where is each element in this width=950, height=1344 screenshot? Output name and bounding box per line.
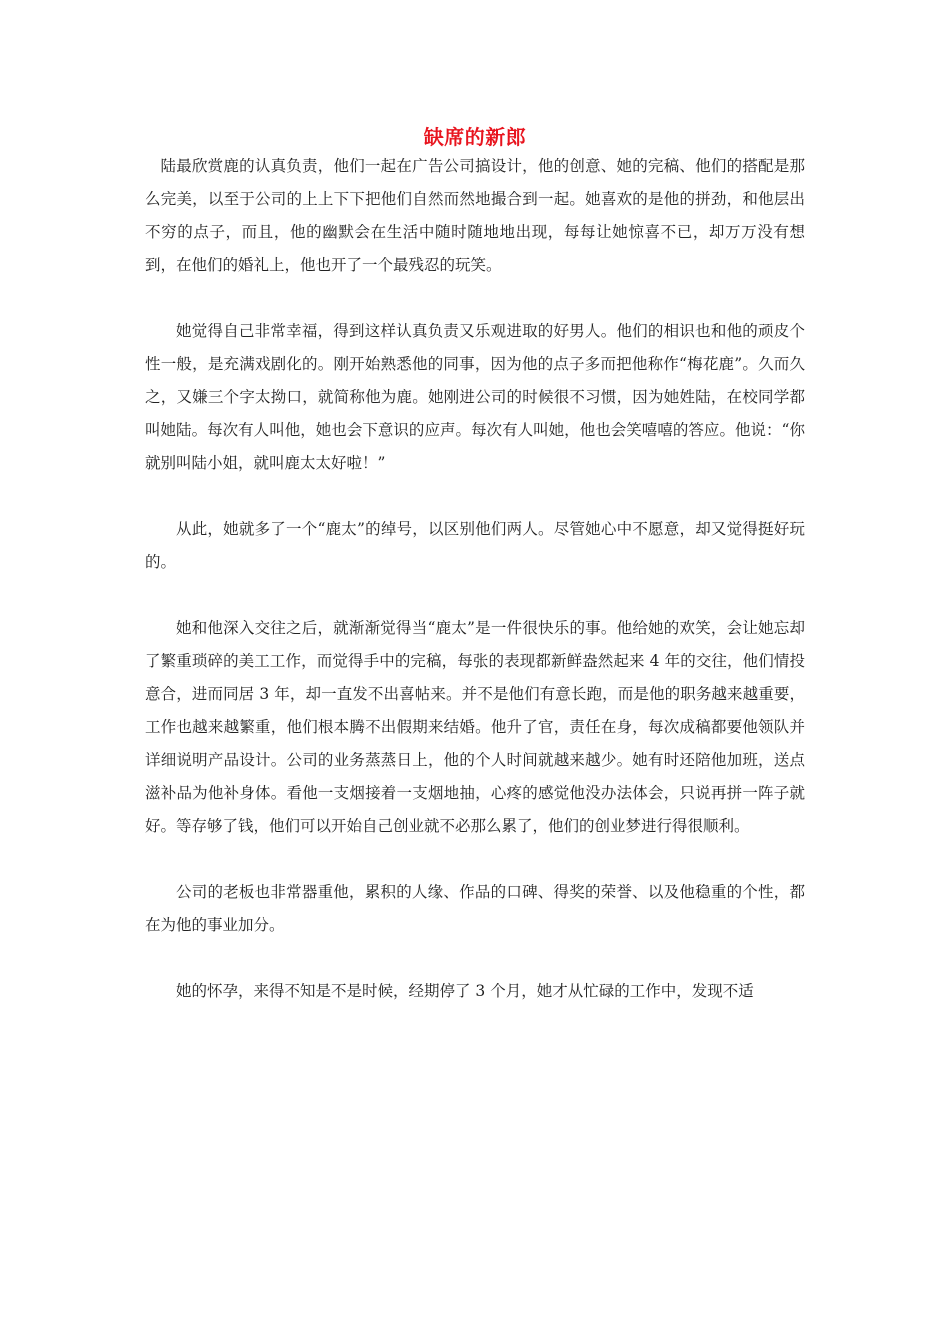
paragraph: 她觉得自己非常幸福，得到这样认真负责又乐观进取的好男人。他们的相识也和他的顽皮个性一般，是充满戏剧化的。刚开始熟悉他的同事，因为他的点子多而把他称作“梅花鹿”。久而久之，又嫌三个字太拗口，就简称他为鹿。她刚进公司的时候很不习惯，因为她姓陆，在校同学都叫她陆。每次有人叫他，她也会下意识的应声。每次有人叫她，他也会笑嘻嘻的答应。他说：“你就别叫陆小姐，就叫鹿太太好啦！” <box>145 322 805 472</box>
paragraph: 从此，她就多了一个“鹿太”的绰号，以区别他们两人。尽管她心中不愿意，却又觉得挺好玩的。 <box>145 520 805 571</box>
paragraph: 公司的老板也非常器重他，累积的人缘、作品的口碑、得奖的荣誉、以及他稳重的个性，都在为他的事业加分。 <box>145 883 805 934</box>
document-body <box>145 150 805 1041</box>
paragraph: 陆最欣赏鹿的认真负责，他们一起在广告公司搞设计，他的创意、她的完稿、他们的搭配是那么完美，以至于公司的上上下下把他们自然而然地撮合到一起。她喜欢的是他的拼劲，和他层出不穷的点子，而且，他的幽默会在生活中随时随地地出现，每每让她惊喜不已，却万万没有想到，在他们的婚礼上，他也开了一个最残忍的玩笑。 <box>145 157 805 274</box>
document-title: 缺席的新郎 <box>423 125 527 149</box>
paragraph: 她和他深入交往之后，就渐渐觉得当“鹿太”是一件很快乐的事。他给她的欢笑，会让她忘却了繁重琐碎的美工工作，而觉得手中的完稿，每张的表现都新鲜盎然起来 4 年的交往，他们情投意合，进而同居 3 年，却一直发不出喜帖来。并不是他们有意长跑，而是他的职务越来越重要，工作也越来越繁重，他们根本腾不出假期来结婚。他升了官，责任在身，每次成稿都要他领队并详细说明产品设计。公司的业务蒸蒸日上，他的个人时间就越来越少。她有时还陪他加班，送点滋补品为他补身体。看他一支烟接着一支烟地抽，心疼的感觉他没办法体会，只说再拼一阵子就好。等存够了钱，他们可以开始自己创业就不必那么累了，他们的创业梦进行得很顺利。 <box>145 619 805 835</box>
paragraph: 她的怀孕，来得不知是不是时候，经期停了 3 个月，她才从忙碌的工作中，发现不适 <box>176 982 754 1000</box>
